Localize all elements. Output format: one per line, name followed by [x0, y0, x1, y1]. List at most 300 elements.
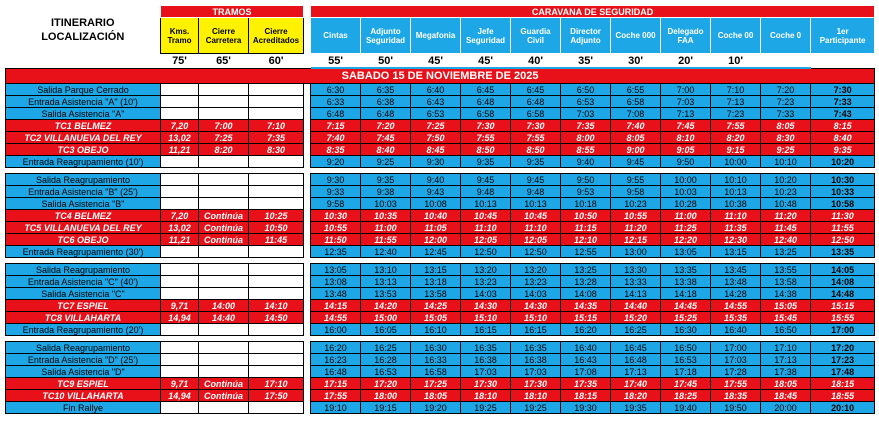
time-value: 12:50	[461, 246, 511, 258]
time-value: 9:30	[311, 174, 361, 186]
time-value: 10:30	[311, 210, 361, 222]
time-value: 6:48	[361, 108, 411, 120]
itinerary-row	[6, 96, 875, 108]
row-label: TC4 BELMEZ	[6, 210, 161, 222]
time-value: 13:58	[761, 276, 811, 288]
itinerary-row	[6, 156, 875, 168]
time-value: 13:25	[761, 246, 811, 258]
time-value: 14:05	[811, 264, 875, 276]
time-value: 15:15	[811, 300, 875, 312]
tramo-value	[249, 156, 304, 168]
tramo-value: 8:20	[199, 144, 249, 156]
time-value: 17:03	[511, 366, 561, 378]
time-value: 11:20	[761, 210, 811, 222]
time-value: 17:10	[761, 342, 811, 354]
time-value: 6:53	[411, 108, 461, 120]
time-value: 14:03	[461, 288, 511, 300]
tramo-value: 11,21	[161, 144, 199, 156]
time-value: 10:13	[511, 198, 561, 210]
time-value: 11:10	[461, 222, 511, 234]
time-value: 18:55	[811, 390, 875, 402]
time-value: 10:10	[711, 174, 761, 186]
tramo-value: Continúa	[199, 210, 249, 222]
time-value: 17:38	[761, 366, 811, 378]
itinerary-row	[6, 342, 875, 354]
time-value: 14:13	[611, 288, 661, 300]
time-value: 16:33	[411, 354, 461, 366]
row-label: TC10 VILLAHARTA	[6, 390, 161, 402]
time-value: 10:58	[811, 198, 875, 210]
duration-label: 45'	[411, 54, 461, 69]
spacer	[304, 234, 311, 246]
time-value: 12:55	[561, 246, 611, 258]
time-value: 12:35	[311, 246, 361, 258]
time-value: 10:03	[661, 186, 711, 198]
time-value: 9:33	[311, 186, 361, 198]
time-value: 8:40	[811, 132, 875, 144]
tramo-value: 13,02	[161, 222, 199, 234]
tramo-value: 14:00	[199, 300, 249, 312]
time-value: 19:20	[411, 402, 461, 414]
time-value: 13:35	[811, 246, 875, 258]
time-value: 14:55	[711, 300, 761, 312]
time-value: 13:20	[461, 264, 511, 276]
tramo-value: 14,94	[161, 312, 199, 324]
tramos-header: TRAMOS	[161, 6, 304, 18]
time-value: 13:58	[411, 288, 461, 300]
time-value: 16:53	[361, 366, 411, 378]
time-value: 8:40	[361, 144, 411, 156]
tramo-value	[161, 84, 199, 96]
tramo-value: 10:50	[249, 222, 304, 234]
spacer	[304, 378, 311, 390]
time-value: 16:50	[761, 324, 811, 336]
time-value: 12:40	[761, 234, 811, 246]
caravana-col-header: 1er Participante	[811, 18, 875, 54]
time-value: 9:38	[361, 186, 411, 198]
stage-row	[6, 222, 875, 234]
time-value: 11:30	[811, 210, 875, 222]
time-value: 13:35	[661, 264, 711, 276]
spacer	[304, 174, 311, 186]
time-value: 8:50	[511, 144, 561, 156]
time-value: 17:30	[461, 378, 511, 390]
time-value: 8:45	[411, 144, 461, 156]
time-value: 16:28	[361, 354, 411, 366]
stage-row	[6, 378, 875, 390]
tramo-value	[249, 96, 304, 108]
spacer	[304, 144, 311, 156]
tramo-value	[199, 276, 249, 288]
time-value: 6:45	[511, 84, 561, 96]
row-label: Entrada Asistencia "C" (40')	[6, 276, 161, 288]
time-value: 7:00	[661, 84, 711, 96]
time-value: 19:30	[561, 402, 611, 414]
time-value: 17:55	[311, 390, 361, 402]
duration-label: 65'	[199, 54, 249, 69]
time-value: 8:10	[661, 132, 711, 144]
time-value: 10:03	[361, 198, 411, 210]
stage-row	[6, 390, 875, 402]
time-value: 14:15	[311, 300, 361, 312]
time-value: 6:48	[461, 96, 511, 108]
spacer	[304, 222, 311, 234]
time-value: 18:15	[811, 378, 875, 390]
tramo-value	[199, 174, 249, 186]
time-value: 14:08	[811, 276, 875, 288]
spacer	[304, 354, 311, 366]
time-value: 15:25	[661, 312, 711, 324]
tramo-value	[199, 354, 249, 366]
tramo-value: Continúa	[199, 222, 249, 234]
time-value: 16:50	[661, 342, 711, 354]
time-value: 10:35	[361, 210, 411, 222]
itinerary-row	[6, 174, 875, 186]
time-value: 13:28	[561, 276, 611, 288]
time-value: 16:48	[611, 354, 661, 366]
row-label: Entrada Asistencia "D" (25')	[6, 354, 161, 366]
duration-label: 50'	[361, 54, 411, 69]
time-value: 9:55	[611, 174, 661, 186]
spacer	[304, 312, 311, 324]
caravana-col-header: Director Adjunto	[561, 18, 611, 54]
time-value: 7:20	[361, 120, 411, 132]
tramo-value	[199, 246, 249, 258]
time-value: 11:00	[361, 222, 411, 234]
time-value: 12:00	[411, 234, 461, 246]
tramo-value: 13,02	[161, 132, 199, 144]
time-value: 10:00	[661, 174, 711, 186]
tramo-value	[161, 246, 199, 258]
spacer	[304, 120, 311, 132]
caravana-col-header: Coche 00	[711, 18, 761, 54]
time-value: 10:08	[411, 198, 461, 210]
time-value: 6:58	[611, 96, 661, 108]
time-value: 16:38	[511, 354, 561, 366]
time-value: 11:55	[811, 222, 875, 234]
duration-label: 35'	[561, 54, 611, 69]
spacer	[304, 108, 311, 120]
time-value: 16:15	[461, 324, 511, 336]
time-value: 14:28	[711, 288, 761, 300]
itinerary-row	[6, 264, 875, 276]
time-value: 14:38	[761, 288, 811, 300]
time-value: 6:30	[311, 84, 361, 96]
time-value: 6:38	[361, 96, 411, 108]
time-value: 7:23	[711, 108, 761, 120]
stage-row	[6, 234, 875, 246]
tramo-value	[249, 276, 304, 288]
tramo-value	[161, 108, 199, 120]
tramo-value: 7:00	[199, 120, 249, 132]
time-value: 11:15	[561, 222, 611, 234]
caravana-col-header: Coche 000	[611, 18, 661, 54]
time-value: 12:40	[361, 246, 411, 258]
spacer	[304, 342, 311, 354]
time-value: 13:08	[311, 276, 361, 288]
time-value: 12:50	[511, 246, 561, 258]
tramo-value: 14:40	[199, 312, 249, 324]
row-label: Salida Asistencia "C"	[6, 288, 161, 300]
time-value: 14:30	[461, 300, 511, 312]
time-value: 14:03	[511, 288, 561, 300]
tramo-value	[249, 342, 304, 354]
tramo-value	[199, 264, 249, 276]
time-value: 6:50	[561, 84, 611, 96]
time-value: 11:25	[661, 222, 711, 234]
time-value: 7:03	[561, 108, 611, 120]
time-value: 7:33	[811, 96, 875, 108]
time-value: 8:30	[761, 132, 811, 144]
time-value: 19:50	[711, 402, 761, 414]
duration-label	[761, 54, 811, 69]
time-value: 12:15	[611, 234, 661, 246]
time-value: 7:30	[511, 120, 561, 132]
time-value: 18:10	[461, 390, 511, 402]
time-value: 6:53	[561, 96, 611, 108]
time-value: 9:43	[411, 186, 461, 198]
time-value: 15:05	[761, 300, 811, 312]
time-value: 15:10	[511, 312, 561, 324]
itinerary-row	[6, 108, 875, 120]
spacer	[304, 6, 311, 54]
time-value: 18:10	[511, 390, 561, 402]
time-value: 16:10	[411, 324, 461, 336]
time-value: 7:40	[611, 120, 661, 132]
time-value: 15:00	[361, 312, 411, 324]
time-value: 12:05	[511, 234, 561, 246]
time-value: 15:10	[461, 312, 511, 324]
time-value: 10:13	[461, 198, 511, 210]
row-label: Salida Asistencia "D"	[6, 366, 161, 378]
tramo-col-header: Cierre Acreditados	[249, 18, 304, 54]
tramo-value: 7,20	[161, 120, 199, 132]
time-value: 17:15	[311, 378, 361, 390]
time-value: 8:05	[761, 120, 811, 132]
time-value: 13:53	[361, 288, 411, 300]
time-value: 17:30	[511, 378, 561, 390]
time-value: 16:00	[311, 324, 361, 336]
time-value: 13:25	[561, 264, 611, 276]
time-value: 7:33	[761, 108, 811, 120]
time-value: 17:20	[811, 342, 875, 354]
time-value: 11:00	[661, 210, 711, 222]
duration-label: 75'	[161, 54, 199, 69]
itinerary-row	[6, 354, 875, 366]
time-value: 17:23	[811, 354, 875, 366]
time-value: 7:30	[811, 84, 875, 96]
time-value: 11:55	[361, 234, 411, 246]
tramo-value	[199, 288, 249, 300]
time-value: 15:05	[411, 312, 461, 324]
time-value: 9:35	[361, 174, 411, 186]
time-value: 10:18	[561, 198, 611, 210]
time-value: 17:48	[811, 366, 875, 378]
row-label: Entrada Reagrupamiento (10')	[6, 156, 161, 168]
tramo-value: 14:50	[249, 312, 304, 324]
time-value: 9:58	[611, 186, 661, 198]
header-group-row	[6, 6, 875, 18]
time-value: 14:55	[311, 312, 361, 324]
row-label: Salida Reagrupamiento	[6, 342, 161, 354]
time-value: 8:00	[561, 132, 611, 144]
time-value: 18:05	[411, 390, 461, 402]
time-value: 19:25	[511, 402, 561, 414]
time-value: 12:45	[411, 246, 461, 258]
durations-row	[6, 54, 875, 69]
row-label: Fin Rallye	[6, 402, 161, 414]
itinerary-row	[6, 366, 875, 378]
time-value: 10:38	[711, 198, 761, 210]
time-value: 16:35	[461, 342, 511, 354]
time-value: 16:53	[661, 354, 711, 366]
spacer	[304, 156, 311, 168]
time-value: 17:03	[711, 354, 761, 366]
time-value: 9:58	[311, 198, 361, 210]
tramo-value	[199, 186, 249, 198]
time-value: 12:05	[461, 234, 511, 246]
time-value: 13:55	[761, 264, 811, 276]
tramo-value: 17:10	[249, 378, 304, 390]
tramo-value: 14,94	[161, 390, 199, 402]
time-value: 9:00	[611, 144, 661, 156]
time-value: 7:45	[361, 132, 411, 144]
time-value: 8:55	[561, 144, 611, 156]
time-value: 17:13	[611, 366, 661, 378]
time-value: 16:20	[561, 324, 611, 336]
time-value: 14:25	[411, 300, 461, 312]
time-value: 7:10	[711, 84, 761, 96]
time-value: 14:30	[511, 300, 561, 312]
time-value: 17:03	[461, 366, 511, 378]
spacer	[304, 264, 311, 276]
spacer	[304, 54, 311, 69]
duration-label: 10'	[711, 54, 761, 69]
time-value: 16:23	[311, 354, 361, 366]
row-label: TC2 VILLANUEVA DEL REY	[6, 132, 161, 144]
time-value: 16:30	[661, 324, 711, 336]
time-value: 6:58	[511, 108, 561, 120]
tramo-value	[249, 108, 304, 120]
tramo-value	[199, 96, 249, 108]
time-value: 10:20	[811, 156, 875, 168]
time-value: 9:35	[461, 156, 511, 168]
time-value: 9:35	[511, 156, 561, 168]
tramo-value	[161, 264, 199, 276]
time-value: 20:00	[761, 402, 811, 414]
time-value: 9:15	[711, 144, 761, 156]
time-value: 9:40	[411, 174, 461, 186]
time-value: 12:20	[661, 234, 711, 246]
time-value: 7:03	[661, 96, 711, 108]
time-value: 6:40	[411, 84, 461, 96]
time-value: 10:23	[761, 186, 811, 198]
tramo-value: Continúa	[199, 378, 249, 390]
tramo-value	[161, 198, 199, 210]
spacer	[304, 84, 311, 96]
time-value: 18:20	[611, 390, 661, 402]
tramo-value	[249, 186, 304, 198]
time-value: 16:15	[511, 324, 561, 336]
time-value: 11:50	[311, 234, 361, 246]
row-label: TC9 ESPIEL	[6, 378, 161, 390]
row-label: Entrada Reagrupamiento (30')	[6, 246, 161, 258]
tramo-value: 7,20	[161, 210, 199, 222]
time-value: 10:55	[311, 222, 361, 234]
caravana-col-header: Adjunto Seguridad	[361, 18, 411, 54]
time-value: 7:25	[411, 120, 461, 132]
duration-label: 20'	[661, 54, 711, 69]
time-value: 17:40	[611, 378, 661, 390]
caravana-col-header: Jefe Seguridad	[461, 18, 511, 54]
time-value: 8:20	[711, 132, 761, 144]
row-label: Entrada Asistencia "A" (10')	[6, 96, 161, 108]
time-value: 18:45	[761, 390, 811, 402]
row-label: TC8 VILLAHARTA	[6, 312, 161, 324]
time-value: 6:55	[611, 84, 661, 96]
duration-label: 40'	[511, 54, 561, 69]
time-value: 15:45	[761, 312, 811, 324]
time-value: 16:58	[411, 366, 461, 378]
time-value: 7:13	[661, 108, 711, 120]
tramo-value: Continúa	[199, 390, 249, 402]
time-value: 6:45	[461, 84, 511, 96]
time-value: 7:55	[461, 132, 511, 144]
time-value: 6:58	[461, 108, 511, 120]
spacer	[304, 198, 311, 210]
time-value: 18:05	[761, 378, 811, 390]
time-value: 13:15	[711, 246, 761, 258]
row-label: Entrada Reagrupamiento (20')	[6, 324, 161, 336]
time-value: 7:23	[761, 96, 811, 108]
time-value: 11:20	[611, 222, 661, 234]
tramo-value	[249, 366, 304, 378]
tramo-col-header: Cierre Carretera	[199, 18, 249, 54]
time-value: 15:35	[711, 312, 761, 324]
time-value: 9:20	[311, 156, 361, 168]
spacer	[304, 390, 311, 402]
time-value: 10:00	[711, 156, 761, 168]
time-value: 18:35	[711, 390, 761, 402]
time-value: 13:23	[461, 276, 511, 288]
time-value: 16:20	[311, 342, 361, 354]
spacer	[304, 132, 311, 144]
time-value: 16:25	[361, 342, 411, 354]
duration-label	[6, 54, 161, 69]
time-value: 9:25	[761, 144, 811, 156]
time-value: 9:53	[561, 186, 611, 198]
row-label: TC3 OBEJO	[6, 144, 161, 156]
tramo-value: 7:25	[199, 132, 249, 144]
duration-label: 60'	[249, 54, 304, 69]
tramo-value	[249, 198, 304, 210]
time-value: 19:35	[611, 402, 661, 414]
time-value: 16:48	[311, 366, 361, 378]
time-value: 13:10	[361, 264, 411, 276]
tramo-value: 17:50	[249, 390, 304, 402]
tramo-value	[199, 342, 249, 354]
time-value: 13:13	[361, 276, 411, 288]
time-value: 16:35	[511, 342, 561, 354]
caravana-header: CARAVANA DE SEGURIDAD	[311, 6, 875, 18]
tramo-value	[249, 354, 304, 366]
time-value: 18:00	[361, 390, 411, 402]
time-value: 9:25	[361, 156, 411, 168]
time-value: 10:50	[561, 210, 611, 222]
itinerary-row	[6, 246, 875, 258]
tramo-value	[161, 324, 199, 336]
caravana-col-header: Cintas	[311, 18, 361, 54]
